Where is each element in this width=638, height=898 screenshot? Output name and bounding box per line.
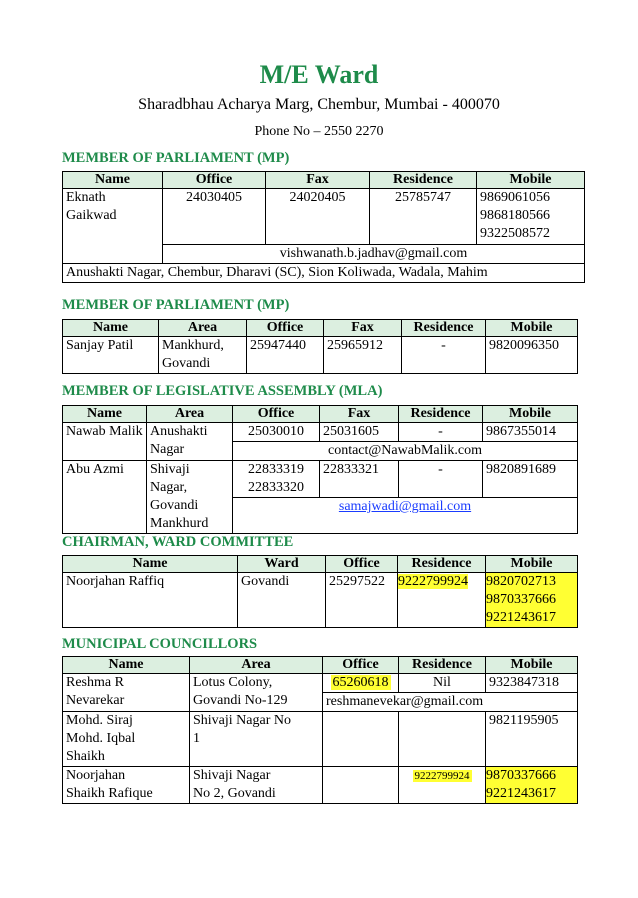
mp1-office: 24030405 [163, 189, 266, 245]
councillors-table [62, 656, 578, 804]
col-header-fax: Fax [324, 320, 402, 337]
col-header-fax: Fax [266, 172, 370, 189]
chairman-residence: 9222799924 [398, 573, 486, 628]
chairman-mobile: 9820702713 9870337666 9221243617 [486, 573, 578, 628]
col-header-office: Office [323, 657, 399, 674]
mla-row-1-mobile: 9867355014 [483, 423, 578, 442]
col-header-residence: Residence [370, 172, 477, 189]
col-header-area: Area [159, 320, 247, 337]
page-title: M/E Ward [259, 60, 379, 89]
councillor-row-1-name: Reshma R Nevarekar [63, 674, 190, 712]
mla-row-1-office: 25030010 [233, 423, 320, 442]
col-header-mobile: Mobile [477, 172, 585, 189]
mp1-fax: 24020405 [266, 189, 370, 245]
section-title-councillors: MUNICIPAL COUNCILLORS [62, 636, 258, 652]
col-header-office: Office [163, 172, 266, 189]
chairman-ward: Govandi [238, 573, 326, 628]
councillor-row-2-mobile: 9821195905 [486, 712, 578, 767]
mp2-mobile: 9820096350 [486, 337, 578, 374]
mp1-email[interactable]: vishwanath.b.jadhav@gmail.com [163, 245, 585, 264]
mla-row-1-area: Anushakti Nagar [147, 423, 233, 461]
office-phone: Phone No – 2550 2270 [254, 124, 384, 139]
councillor-row-2-residence [399, 712, 486, 767]
mp2-residence: - [402, 337, 486, 374]
col-header-area: Area [190, 657, 323, 674]
councillor-row-2-area: Shivaji Nagar No 1 [190, 712, 323, 767]
councillor-row-3-name: Noorjahan Shaikh Rafique [63, 767, 190, 804]
councillor-row-3-office [323, 767, 399, 804]
col-header-mobile: Mobile [483, 406, 578, 423]
chairman-office: 25297522 [326, 573, 398, 628]
section-title-chairman: CHAIRMAN, WARD COMMITTEE [62, 534, 294, 550]
chairman-name: Noorjahan Raffiq [63, 573, 238, 628]
mla-row-2-mobile: 9820891689 [483, 461, 578, 498]
section-title-mla: MEMBER OF LEGISLATIVE ASSEMBLY (MLA) [62, 383, 383, 399]
mla-row-1-name: Nawab Malik [63, 423, 147, 461]
mla-row-2-fax: 22833321 [320, 461, 399, 498]
mp2-fax: 25965912 [324, 337, 402, 374]
col-header-name: Name [63, 657, 190, 674]
mp2-office: 25947440 [247, 337, 324, 374]
col-header-ward: Ward [238, 556, 326, 573]
office-address: Sharadbhau Acharya Marg, Chembur, Mumbai - 400070 [138, 96, 500, 113]
mp1-area: Anushakti Nagar, Chembur, Dharavi (SC), Sion Koliwada, Wadala, Mahim [63, 264, 585, 283]
col-header-residence: Residence [402, 320, 486, 337]
col-header-residence: Residence [399, 657, 486, 674]
mla-table [62, 405, 578, 534]
section-title-mp: MEMBER OF PARLIAMENT (MP) [62, 150, 290, 166]
mla-row-2-name: Abu Azmi [63, 461, 147, 534]
col-header-mobile: Mobile [486, 320, 578, 337]
councillor-row-3-area: Shivaji Nagar No 2, Govandi [190, 767, 323, 804]
col-header-office: Office [233, 406, 320, 423]
mla-row-1-fax: 25031605 [320, 423, 399, 442]
mp2-table [62, 319, 578, 374]
mla-row-2-office: 22833319 22833320 [233, 461, 320, 498]
col-header-mobile: Mobile [486, 657, 578, 674]
mp1-residence: 25785747 [370, 189, 477, 245]
mla-row-2-area: Shivaji Nagar, Govandi Mankhurd [147, 461, 233, 534]
mp1-mobile: 9869061056 9868180566 9322508572 [477, 189, 585, 245]
mp1-table [62, 171, 585, 283]
col-header-name: Name [63, 172, 163, 189]
councillor-row-1-area: Lotus Colony, Govandi No-129 [190, 674, 323, 712]
councillor-row-2-office [323, 712, 399, 767]
mp2-area: Mankhurd, Govandi [159, 337, 247, 374]
chairman-table [62, 555, 578, 628]
section-title-mp2: MEMBER OF PARLIAMENT (MP) [62, 297, 290, 313]
mla-row-2-residence: - [399, 461, 483, 498]
col-header-fax: Fax [320, 406, 399, 423]
mp2-name: Sanjay Patil [63, 337, 159, 374]
mla-row-1-residence: - [399, 423, 483, 442]
councillor-row-3-residence: 9222799924 [399, 767, 486, 804]
councillor-row-3-mobile: 9870337666 9221243617 [486, 767, 578, 804]
col-header-name: Name [63, 406, 147, 423]
col-header-name: Name [63, 320, 159, 337]
col-header-name: Name [63, 556, 238, 573]
col-header-mobile: Mobile [486, 556, 578, 573]
col-header-area: Area [147, 406, 233, 423]
councillor-row-1-email[interactable]: reshmanevekar@gmail.com [323, 693, 578, 712]
councillor-row-2-name: Mohd. Siraj Mohd. Iqbal Shaikh [63, 712, 190, 767]
councillor-row-1-mobile: 9323847318 [486, 674, 578, 693]
councillor-row-1-residence: Nil [399, 674, 486, 693]
col-header-residence: Residence [399, 406, 483, 423]
col-header-residence: Residence [398, 556, 486, 573]
col-header-office: Office [247, 320, 324, 337]
mla-row-2-email[interactable]: samajwadi@gmail.com [233, 498, 578, 534]
councillor-row-1-office: 65260618 [323, 674, 399, 693]
mla-row-1-email[interactable]: contact@NawabMalik.com [233, 442, 578, 461]
mp1-name: Eknath Gaikwad [63, 189, 163, 264]
col-header-office: Office [326, 556, 398, 573]
